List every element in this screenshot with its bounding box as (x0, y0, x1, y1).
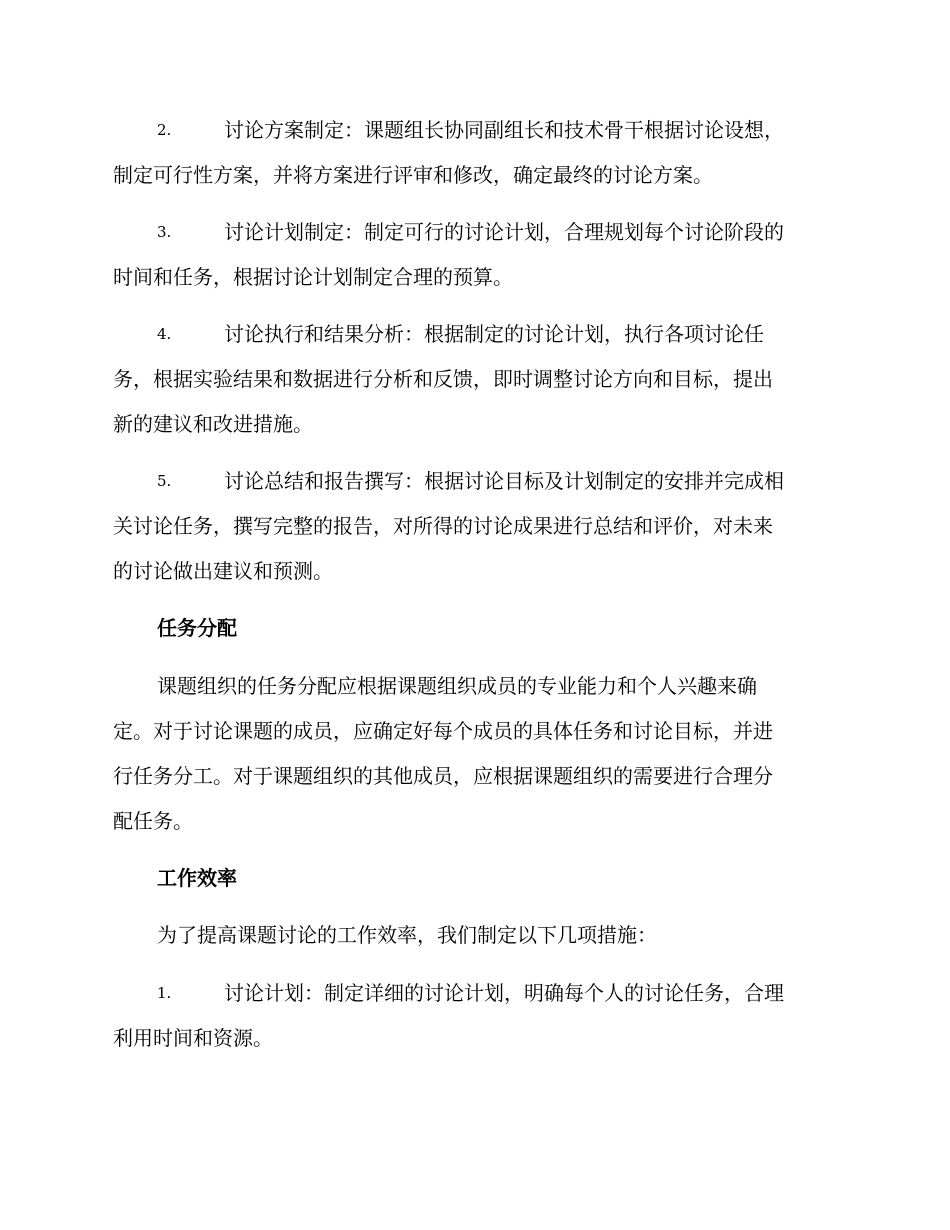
section-heading-efficiency: 工作效率 (157, 866, 237, 890)
paragraph-line: 定。对于讨论课题的成员，应确定好每个成员的具体任务和讨论目标，并进 (113, 719, 773, 743)
list-item-text: 的讨论做出建议和预测。 (113, 559, 333, 583)
list-item-text: 关讨论任务，撰写完整的报告，对所得的讨论成果进行总结和评价，对未来 (113, 514, 773, 538)
list-item-number: 5. (157, 472, 172, 490)
section-heading-task: 任务分配 (157, 616, 237, 640)
list-item-text: 新的建议和改进措施。 (113, 412, 313, 436)
paragraph-line: 课题组织的任务分配应根据课题组织成员的专业能力和个人兴趣来确 (157, 674, 757, 698)
list-item-text: 务，根据实验结果和数据进行分析和反馈，即时调整讨论方向和目标，提出 (113, 367, 773, 391)
list-item-text: 讨论总结和报告撰写：根据讨论目标及计划制定的安排并完成相 (224, 469, 784, 493)
list-item-number: 3. (157, 223, 172, 241)
list-item-text: 讨论计划制定：制定可行的讨论计划，合理规划每个讨论阶段的 (224, 220, 784, 244)
list-item-text: 讨论计划：制定详细的讨论计划，明确每个人的讨论任务，合理 (224, 981, 784, 1005)
list-item-number: 4. (157, 325, 172, 343)
list-item-text: 利用时间和资源。 (113, 1026, 273, 1050)
list-item-text: 制定可行性方案，并将方案进行评审和修改，确定最终的讨论方案。 (113, 163, 713, 187)
list-item-number: 2. (157, 121, 172, 139)
list-item-text: 讨论执行和结果分析：根据制定的讨论计划，执行各项讨论任 (224, 322, 764, 346)
paragraph-line: 配任务。 (113, 809, 193, 833)
paragraph-line: 为了提高课题讨论的工作效率，我们制定以下几项措施： (157, 923, 657, 947)
paragraph-line: 行任务分工。对于课题组织的其他成员，应根据课题组织的需要进行合理分 (113, 764, 773, 788)
list-item-text: 讨论方案制定：课题组长协同副组长和技术骨干根据讨论设想， (224, 118, 784, 142)
list-item-number: 1. (157, 984, 172, 1002)
list-item-text: 时间和任务，根据讨论计划制定合理的预算。 (113, 265, 513, 289)
